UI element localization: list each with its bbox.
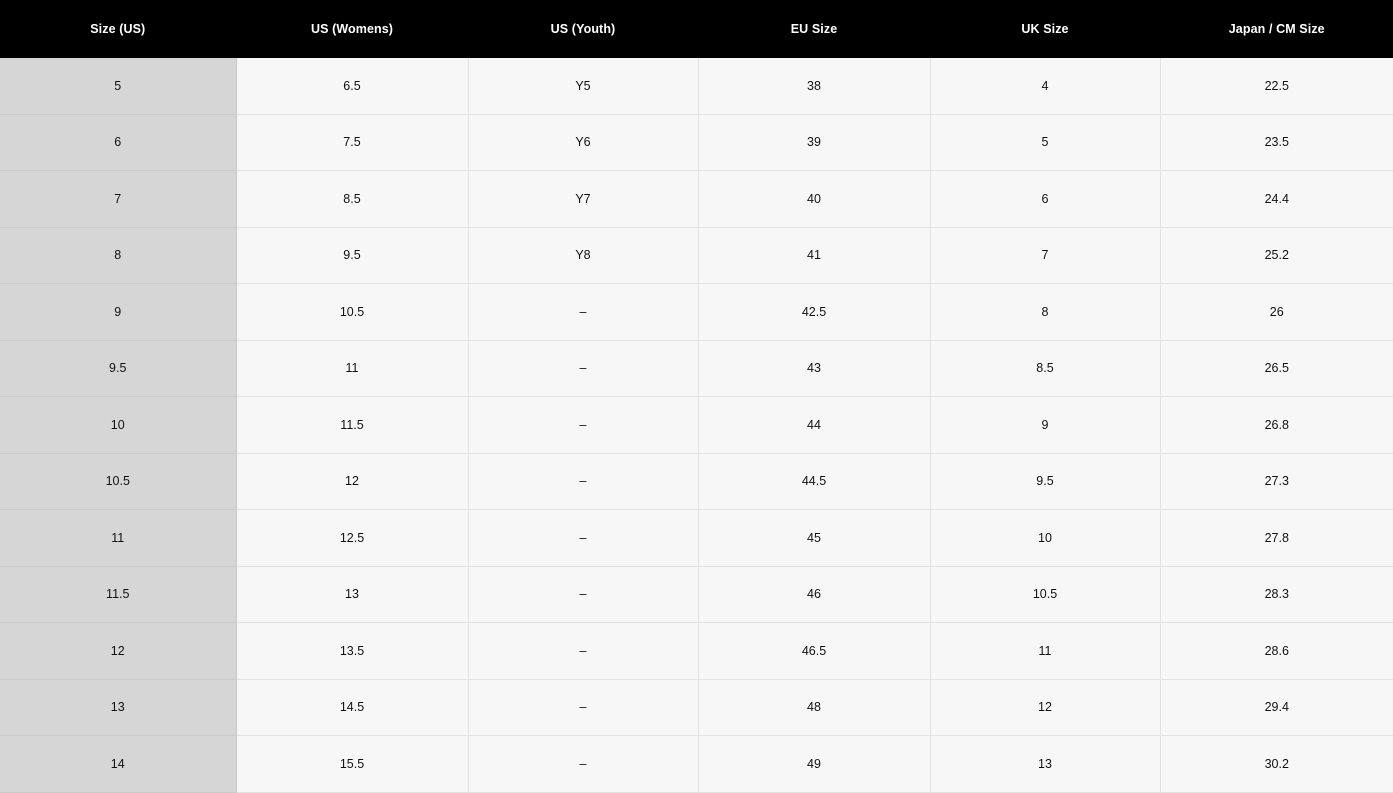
table-cell: 28.6 [1160, 623, 1393, 680]
table-row [0, 623, 1393, 680]
table-cell: 25.2 [1160, 227, 1393, 284]
column-header-size-us: Size (US) [0, 0, 236, 58]
table-cell: 10.5 [0, 453, 236, 510]
table-row [0, 397, 1393, 454]
table-row [0, 453, 1393, 510]
table-cell: 10.5 [930, 566, 1160, 623]
table-cell: 8 [930, 284, 1160, 341]
table-cell: 10 [0, 397, 236, 454]
table-cell: 12 [0, 623, 236, 680]
column-header-uk-size: UK Size [930, 0, 1160, 58]
table-cell: 5 [0, 58, 236, 114]
table-cell: 40 [698, 171, 930, 228]
table-cell: 6.5 [236, 58, 468, 114]
table-cell: 8 [0, 227, 236, 284]
table-row [0, 58, 1393, 114]
table-cell: 9.5 [930, 453, 1160, 510]
table-cell: Y8 [468, 227, 698, 284]
table-cell: – [468, 510, 698, 567]
table-cell: – [468, 566, 698, 623]
table-cell: 46 [698, 566, 930, 623]
table-cell: 15.5 [236, 736, 468, 793]
table-cell: 11 [0, 510, 236, 567]
table-cell: – [468, 453, 698, 510]
table-cell: – [468, 679, 698, 736]
table-cell: 12.5 [236, 510, 468, 567]
table-cell: 27.3 [1160, 453, 1393, 510]
table-row [0, 227, 1393, 284]
column-header-japan-cm-size: Japan / CM Size [1160, 0, 1393, 58]
table-cell: 26 [1160, 284, 1393, 341]
table-cell: 30.2 [1160, 736, 1393, 793]
table-header-row [0, 0, 1393, 58]
table-cell: 10 [930, 510, 1160, 567]
table-row [0, 566, 1393, 623]
table-cell: 11 [930, 623, 1160, 680]
table-row [0, 171, 1393, 228]
table-cell: 7.5 [236, 114, 468, 171]
table-row [0, 114, 1393, 171]
column-header-us-womens: US (Womens) [236, 0, 468, 58]
table-cell: – [468, 397, 698, 454]
table-cell: 14.5 [236, 679, 468, 736]
table-cell: – [468, 340, 698, 397]
table-cell: 12 [236, 453, 468, 510]
table-cell: 43 [698, 340, 930, 397]
table-cell: 44.5 [698, 453, 930, 510]
table-cell: 24.4 [1160, 171, 1393, 228]
table-cell: 8.5 [236, 171, 468, 228]
column-header-us-youth: US (Youth) [468, 0, 698, 58]
table-cell: Y5 [468, 58, 698, 114]
table-cell: 14 [0, 736, 236, 793]
table-cell: 11.5 [0, 566, 236, 623]
table-cell: 38 [698, 58, 930, 114]
table-cell: Y6 [468, 114, 698, 171]
table-cell: 13 [236, 566, 468, 623]
table-header [0, 0, 1393, 58]
table-cell: 4 [930, 58, 1160, 114]
table-cell: 23.5 [1160, 114, 1393, 171]
table-cell: 5 [930, 114, 1160, 171]
column-header-eu-size: EU Size [698, 0, 930, 58]
table-cell: – [468, 623, 698, 680]
table-cell: 46.5 [698, 623, 930, 680]
table-cell: 6 [0, 114, 236, 171]
table-body [0, 58, 1393, 792]
table-cell: 9 [930, 397, 1160, 454]
table-cell: 48 [698, 679, 930, 736]
table-cell: 13 [0, 679, 236, 736]
table-cell: 27.8 [1160, 510, 1393, 567]
table-cell: 45 [698, 510, 930, 567]
table-row [0, 284, 1393, 341]
table-row [0, 679, 1393, 736]
table-cell: 11 [236, 340, 468, 397]
table-cell: 9 [0, 284, 236, 341]
table-cell: 9.5 [236, 227, 468, 284]
table-cell: 26.8 [1160, 397, 1393, 454]
table-cell: 13.5 [236, 623, 468, 680]
table-cell: Y7 [468, 171, 698, 228]
table-cell: 6 [930, 171, 1160, 228]
table-cell: 39 [698, 114, 930, 171]
table-cell: 7 [930, 227, 1160, 284]
table-cell: 44 [698, 397, 930, 454]
table-row [0, 736, 1393, 793]
table-cell: 11.5 [236, 397, 468, 454]
table-row [0, 510, 1393, 567]
table-row [0, 340, 1393, 397]
table-cell: 49 [698, 736, 930, 793]
table-cell: 12 [930, 679, 1160, 736]
table-cell: 28.3 [1160, 566, 1393, 623]
table-cell: 22.5 [1160, 58, 1393, 114]
table-cell: 26.5 [1160, 340, 1393, 397]
table-cell: 42.5 [698, 284, 930, 341]
table-cell: 8.5 [930, 340, 1160, 397]
table-cell: 7 [0, 171, 236, 228]
table-cell: 29.4 [1160, 679, 1393, 736]
table-cell: – [468, 736, 698, 793]
table-cell: 9.5 [0, 340, 236, 397]
table-cell: 13 [930, 736, 1160, 793]
table-cell: 10.5 [236, 284, 468, 341]
table-cell: – [468, 284, 698, 341]
table-cell: 41 [698, 227, 930, 284]
